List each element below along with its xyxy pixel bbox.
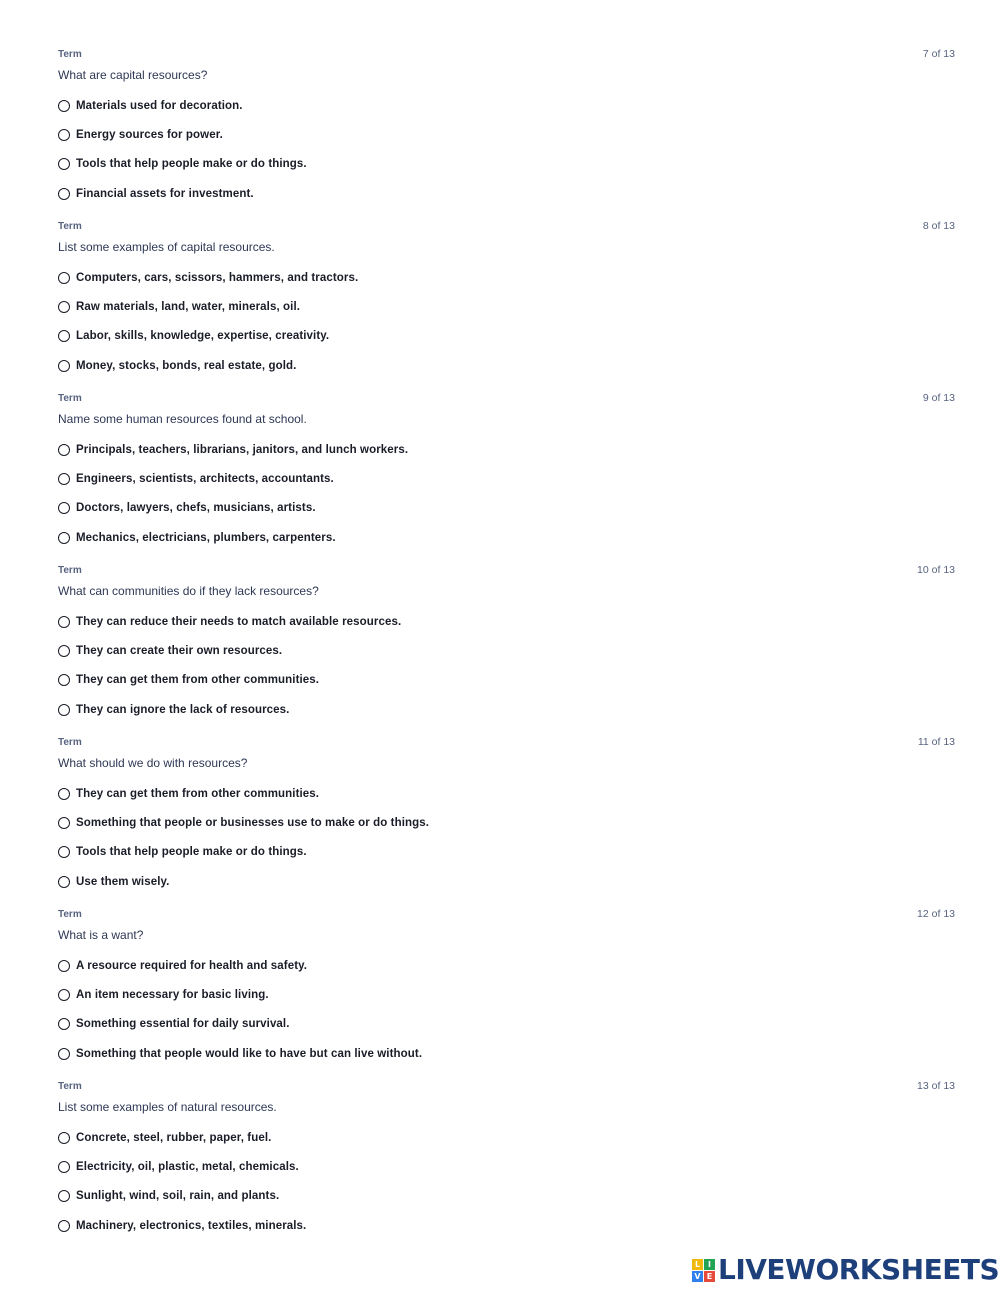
option-label: Doctors, lawyers, chefs, musicians, artists. — [76, 502, 316, 515]
answer-option[interactable] — [58, 1182, 955, 1211]
option-label: They can reduce their needs to match available resources. — [76, 615, 402, 628]
answer-option[interactable] — [58, 867, 955, 896]
answer-option[interactable] — [58, 150, 955, 179]
term-label: Term — [58, 564, 82, 576]
radio-button[interactable] — [58, 272, 70, 284]
question-counter: 10 of 13 — [917, 564, 955, 576]
liveworksheets-logo — [692, 1253, 1000, 1286]
answer-option[interactable] — [58, 435, 955, 464]
question-card — [58, 391, 955, 563]
options-list — [58, 607, 955, 725]
radio-button[interactable] — [58, 360, 70, 372]
question-counter: 7 of 13 — [922, 48, 955, 60]
term-label: Term — [58, 392, 82, 404]
options-list — [58, 263, 955, 381]
answer-option[interactable] — [58, 1123, 955, 1152]
answer-option[interactable] — [58, 1039, 955, 1068]
question-card — [58, 1079, 955, 1251]
answer-option[interactable] — [58, 779, 955, 808]
answer-option[interactable] — [58, 695, 955, 724]
answer-option[interactable] — [58, 523, 955, 552]
option-label: An item necessary for basic living. — [76, 989, 269, 1002]
radio-button[interactable] — [58, 158, 70, 170]
question-card — [58, 735, 955, 907]
question-card — [58, 907, 955, 1079]
option-label: They can get them from other communities. — [76, 787, 320, 800]
option-label: Labor, skills, knowledge, expertise, creativity. — [76, 330, 330, 343]
option-label: They can create their own resources. — [76, 645, 283, 658]
answer-option[interactable] — [58, 1152, 955, 1181]
logo-block: L — [692, 1259, 703, 1270]
answer-option[interactable] — [58, 980, 955, 1009]
answer-option[interactable] — [58, 808, 955, 837]
logo-block: I — [704, 1259, 715, 1270]
option-label: Energy sources for power. — [76, 129, 223, 142]
options-list — [58, 91, 955, 209]
option-label: Tools that help people make or do things. — [76, 158, 307, 171]
radio-button[interactable] — [58, 301, 70, 313]
radio-button[interactable] — [58, 532, 70, 544]
radio-button[interactable] — [58, 1048, 70, 1060]
answer-option[interactable] — [58, 1010, 955, 1039]
answer-option[interactable] — [58, 607, 955, 636]
radio-button[interactable] — [58, 674, 70, 686]
question-prompt: List some examples of natural resources. — [58, 1100, 277, 1114]
option-label: Financial assets for investment. — [76, 187, 254, 200]
term-label: Term — [58, 736, 82, 748]
option-label: Machinery, electronics, textiles, minerals. — [76, 1219, 307, 1232]
radio-button[interactable] — [58, 1018, 70, 1030]
option-label: Concrete, steel, rubber, paper, fuel. — [76, 1131, 272, 1144]
option-label: Something that people or businesses use to make or do things. — [76, 817, 430, 830]
option-label: Mechanics, electricians, plumbers, carpenters. — [76, 531, 336, 544]
radio-button[interactable] — [58, 1220, 70, 1232]
term-label: Term — [58, 1080, 82, 1092]
logo-blocks-icon — [692, 1259, 715, 1282]
radio-button[interactable] — [58, 616, 70, 628]
question-counter: 9 of 13 — [922, 392, 955, 404]
question-card — [58, 219, 955, 391]
question-prompt: What is a want? — [58, 928, 144, 942]
radio-button[interactable] — [58, 188, 70, 200]
option-label: Money, stocks, bonds, real estate, gold. — [76, 359, 297, 372]
question-header — [58, 47, 955, 61]
option-label: Computers, cars, scissors, hammers, and tractors. — [76, 271, 359, 284]
radio-button[interactable] — [58, 473, 70, 485]
question-header — [58, 907, 955, 921]
question-card — [58, 47, 955, 219]
quiz-list — [58, 47, 955, 1251]
radio-button[interactable] — [58, 788, 70, 800]
answer-option[interactable] — [58, 838, 955, 867]
option-label: They can get them from other communities. — [76, 674, 320, 687]
radio-button[interactable] — [58, 444, 70, 456]
option-label: Something that people would like to have but can live without. — [76, 1047, 423, 1060]
question-prompt: What can communities do if they lack resources? — [58, 584, 319, 598]
radio-button[interactable] — [58, 1132, 70, 1144]
radio-button[interactable] — [58, 989, 70, 1001]
answer-option[interactable] — [58, 351, 955, 380]
radio-button[interactable] — [58, 960, 70, 972]
answer-option[interactable] — [58, 464, 955, 493]
question-header — [58, 1079, 955, 1093]
answer-option[interactable] — [58, 91, 955, 120]
answer-option[interactable] — [58, 292, 955, 321]
options-list — [58, 1123, 955, 1241]
logo-wordmark: LIVEWORKSHEETS — [718, 1253, 1000, 1286]
radio-button[interactable] — [58, 817, 70, 829]
radio-button[interactable] — [58, 704, 70, 716]
question-prompt: Name some human resources found at school. — [58, 412, 307, 426]
logo-block: V — [692, 1271, 703, 1282]
answer-option[interactable] — [58, 1211, 955, 1240]
answer-option[interactable] — [58, 179, 955, 208]
term-label: Term — [58, 48, 82, 60]
radio-button[interactable] — [58, 100, 70, 112]
option-label: Tools that help people make or do things. — [76, 846, 307, 859]
question-prompt: What are capital resources? — [58, 68, 208, 82]
question-header — [58, 735, 955, 749]
radio-button[interactable] — [58, 129, 70, 141]
answer-option[interactable] — [58, 666, 955, 695]
option-label: Something essential for daily survival. — [76, 1018, 290, 1031]
question-header — [58, 219, 955, 233]
option-label: Sunlight, wind, soil, rain, and plants. — [76, 1190, 280, 1203]
option-label: Materials used for decoration. — [76, 99, 243, 112]
logo-block: E — [704, 1271, 715, 1282]
option-label: Raw materials, land, water, minerals, oil. — [76, 301, 301, 314]
question-prompt: What should we do with resources? — [58, 756, 248, 770]
radio-button[interactable] — [58, 645, 70, 657]
question-prompt: List some examples of capital resources. — [58, 240, 275, 254]
option-label: Engineers, scientists, architects, accountants. — [76, 473, 334, 486]
answer-option[interactable] — [58, 322, 955, 351]
option-label: A resource required for health and safety. — [76, 959, 308, 972]
question-counter: 12 of 13 — [917, 908, 955, 920]
option-label: They can ignore the lack of resources. — [76, 703, 290, 716]
option-label: Use them wisely. — [76, 875, 170, 888]
options-list — [58, 779, 955, 897]
answer-option[interactable] — [58, 120, 955, 149]
question-card — [58, 563, 955, 735]
term-label: Term — [58, 908, 82, 920]
radio-button[interactable] — [58, 1190, 70, 1202]
answer-option[interactable] — [58, 636, 955, 665]
question-counter: 8 of 13 — [922, 220, 955, 232]
question-header — [58, 563, 955, 577]
question-header — [58, 391, 955, 405]
answer-option[interactable] — [58, 951, 955, 980]
radio-button[interactable] — [58, 330, 70, 342]
answer-option[interactable] — [58, 494, 955, 523]
question-counter: 13 of 13 — [917, 1080, 955, 1092]
radio-button[interactable] — [58, 502, 70, 514]
options-list — [58, 435, 955, 553]
option-label: Electricity, oil, plastic, metal, chemicals. — [76, 1161, 299, 1174]
options-list — [58, 951, 955, 1069]
radio-button[interactable] — [58, 1161, 70, 1173]
option-label: Principals, teachers, librarians, janitors, and lunch workers. — [76, 443, 409, 456]
radio-button[interactable] — [58, 876, 70, 888]
term-label: Term — [58, 220, 82, 232]
question-counter: 11 of 13 — [917, 736, 955, 748]
answer-option[interactable] — [58, 263, 955, 292]
radio-button[interactable] — [58, 846, 70, 858]
